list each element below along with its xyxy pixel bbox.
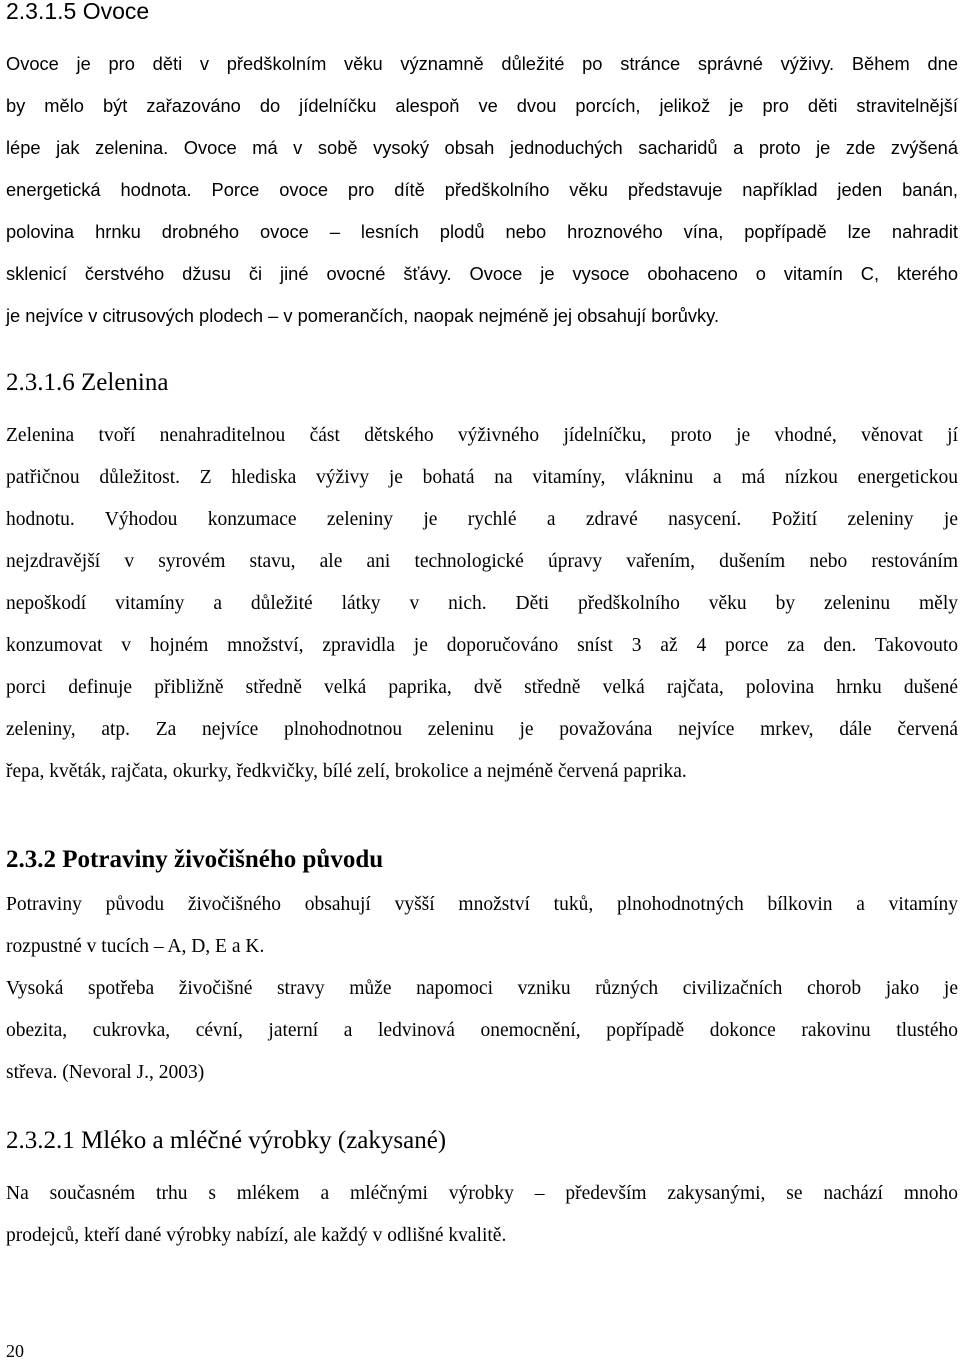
text-line: sklenicí čerstvého džusu či jiné ovocné šťávy. Ovoce je vysoce obohaceno o vitamín C, kterého: [6, 263, 958, 284]
text-line: konzumovat v hojném množství, zpravidla je doporučováno sníst 3 až 4 porce za den. Takovouto: [6, 635, 958, 656]
text-line: energetická hodnota. Porce ovoce pro dítě předškolního věku představuje například jeden banán,: [6, 179, 958, 200]
text-line: by mělo být zařazováno do jídelníčku alespoň ve dvou porcích, jelikož je pro děti stravitelnější: [6, 95, 958, 116]
text-line: Vysoká spotřeba živočišné stravy může napomoci vzniku různých civilizačních chorob jako je: [6, 978, 958, 999]
text-line: střeva. (Nevoral J., 2003): [6, 1062, 205, 1083]
text-line: nejzdravější v syrovém stavu, ale ani technologické úpravy vařením, dušením nebo restováním: [6, 551, 958, 572]
text-line: hodnotu. Výhodou konzumace zeleniny je rychlé a zdravé nasycení. Požití zeleniny je: [6, 509, 958, 530]
paragraph-zivocisne-2: [6, 968, 958, 1094]
text-line: Zelenina tvoří nenahraditelnou část dětského výživného jídelníčku, proto je vhodné, věnovat jí: [6, 425, 958, 446]
text-line: řepa, květák, rajčata, okurky, ředkvičky, bílé zelí, brokolice a nejméně červená paprika.: [6, 761, 687, 782]
text-line: prodejců, kteří dané výrobky nabízí, ale každý v odlišné kvalitě.: [6, 1225, 507, 1246]
text-line: patřičnou důležitost. Z hlediska výživy je bohatá na vitamíny, vlákninu a má nízkou energetickou: [6, 467, 958, 488]
paragraph-zivocisne-1: [6, 884, 958, 968]
text-line: nepoškodí vitamíny a důležité látky v nich. Děti předškolního věku by zeleninu měly: [6, 593, 958, 614]
heading-mleko: 2.3.2.1 Mléko a mléčné výrobky (zakysané): [6, 1127, 447, 1154]
heading-ovoce: 2.3.1.5 Ovoce: [6, 0, 150, 24]
text-line: obezita, cukrovka, cévní, jaterní a ledvinová onemocnění, popřípadě dokonce rakovinu tlustého: [6, 1020, 958, 1041]
text-line: je nejvíce v citrusových plodech – v pomerančích, naopak nejméně jej obsahují borůvky.: [6, 305, 720, 326]
text-line: rozpustné v tucích – A, D, E a K.: [6, 936, 265, 957]
page-number: 20: [6, 1341, 24, 1361]
text-line: Ovoce je pro děti v předškolním věku významně důležité po stránce správné výživy. Během dne: [6, 53, 958, 74]
text-line: polovina hrnku drobného ovoce – lesních plodů nebo hroznového vína, popřípadě lze nahradit: [6, 221, 958, 242]
paragraph-zelenina: [6, 415, 958, 793]
paragraph-mleko: [6, 1173, 958, 1257]
heading-zelenina: 2.3.1.6 Zelenina: [6, 369, 169, 396]
heading-potraviny-zivocisneho-puvodu: 2.3.2 Potraviny živočišného původu: [6, 846, 384, 873]
text-line: Na současném trhu s mlékem a mléčnými výrobky – především zakysanými, se nachází mnoho: [6, 1183, 958, 1204]
text-line: Potraviny původu živočišného obsahují vyšší množství tuků, plnohodnotných bílkovin a vitamíny: [6, 894, 958, 915]
text-line: lépe jak zelenina. Ovoce má v sobě vysoký obsah jednoduchých sacharidů a proto je zde zvýšená: [6, 137, 958, 158]
paragraph-ovoce: [6, 43, 958, 337]
text-line: porci definuje přibližně středně velká paprika, dvě středně velká rajčata, polovina hrnku dušené: [6, 677, 958, 698]
text-line: zeleniny, atp. Za nejvíce plnohodnotnou zeleninu je považována nejvíce mrkev, dále červená: [6, 719, 958, 740]
